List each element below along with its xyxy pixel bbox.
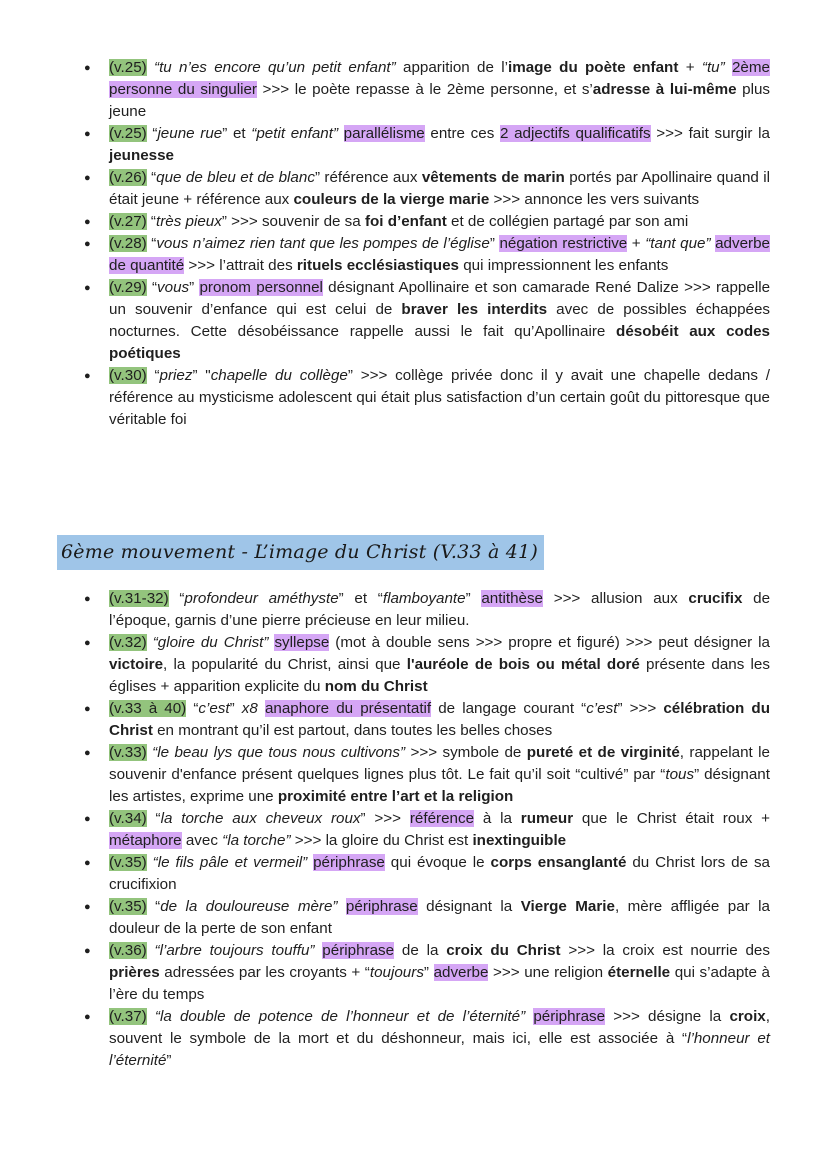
list-item (84, 365, 770, 431)
body-text: qui impressionnent les enfants (458, 257, 669, 274)
body-text: “ (146, 213, 156, 230)
quote-text: de la douloureuse mère” (160, 898, 338, 915)
quote-text: “le fils pâle et vermeil” (152, 854, 308, 871)
body-text (147, 59, 154, 76)
bold-text: prières (109, 964, 160, 981)
body-text: , mère affligée par la douleur de la perte de son enfant (109, 898, 770, 937)
body-text: que le Christ était roux + (573, 810, 770, 827)
body-text: >>> fait surgir la (650, 125, 770, 142)
figure-highlight: périphrase (322, 942, 395, 959)
quote-text: la torche aux cheveux roux (160, 810, 361, 827)
body-text: ” >>> (617, 700, 664, 717)
figure-highlight: parallélisme (343, 125, 425, 142)
bold-text: l'auréole de bois ou métal doré (406, 656, 640, 673)
figure-highlight: métaphore (109, 832, 182, 849)
bold-text: vêtements de marin (421, 169, 565, 186)
bold-text: célébration du Christ (109, 700, 770, 739)
body-text: “ (146, 125, 158, 142)
quote-text: “l’arbre toujours touffu” (154, 942, 315, 959)
quote-text: profondeur améthyste (184, 590, 339, 607)
body-text: ” et “ (338, 590, 383, 607)
body-text: ” désignant les artistes, exprime une (109, 766, 770, 805)
list-item (84, 57, 770, 123)
body-text: (mot à double sens >>> propre et figuré) >>> peut désigner la (329, 634, 770, 651)
body-text: et de collégien partagé par son ami (446, 213, 689, 230)
body-text: de langage courant “ (431, 700, 587, 717)
verse-ref-highlight: (v.30) (109, 367, 147, 384)
list-item (84, 233, 770, 277)
bold-text: croix du Christ (446, 942, 561, 959)
body-text: présente dans les églises + apparition explicite du (109, 656, 770, 695)
figure-highlight: pronom personnel (199, 279, 323, 296)
verse-ref-highlight: (v.26) (109, 169, 147, 186)
verse-ref-highlight: (v.29) (109, 279, 147, 296)
body-text: “ (146, 367, 160, 384)
bold-text: rumeur (520, 810, 574, 827)
bold-text: inextinguible (472, 832, 567, 849)
body-text: “ (146, 279, 158, 296)
list-item (84, 896, 770, 940)
figure-highlight: périphrase (313, 854, 385, 871)
bold-text: image du poète enfant (507, 59, 679, 76)
body-text: ” (189, 279, 200, 296)
figure-highlight: adverbe de quantité (109, 235, 770, 274)
body-text: >>> l’attrait des (184, 257, 297, 274)
bold-text: pureté et de virginité (526, 744, 680, 761)
quote-text: toujours (369, 964, 424, 981)
list-item (84, 1006, 770, 1072)
bold-text: désobéit aux codes poétiques (109, 323, 770, 362)
body-text: de l’époque, garnis d’une pierre précieuse en leur milieu. (109, 590, 771, 629)
verse-ref-highlight: (v.33) (109, 744, 147, 761)
body-text (147, 1008, 155, 1025)
quote-text: “tu” (701, 59, 725, 76)
list-item (84, 852, 770, 896)
quote-text: tous (665, 766, 695, 783)
bullet-list-section-6 (84, 588, 770, 1072)
verse-ref-highlight: (v.32) (109, 634, 147, 651)
body-text (338, 125, 344, 142)
body-text: + (678, 59, 702, 76)
list-item (84, 940, 770, 1006)
figure-highlight: 2ème personne du singulier (109, 59, 770, 98)
quote-text: “gloire du Christ” (152, 634, 269, 651)
bold-text: couleurs de la vierge marie (293, 191, 490, 208)
body-text: “ (186, 700, 199, 717)
bold-text: nom du Christ (324, 678, 428, 695)
bold-text: éternelle (607, 964, 671, 981)
body-text: ” (465, 590, 482, 607)
bold-text: corps ensanglanté (490, 854, 627, 871)
list-item (84, 588, 770, 632)
section-heading: 6ème mouvement - L’image du Christ (V.33 à 41) (57, 535, 544, 570)
bold-text: adresse à lui-même (592, 81, 737, 98)
list-item (84, 167, 770, 211)
quote-text: vous (157, 279, 190, 296)
verse-ref-highlight: (v.34) (109, 810, 147, 827)
list-item (84, 808, 770, 852)
body-text: en montrant qu’il est partout, dans toutes les belles choses (152, 722, 553, 739)
body-text: , la popularité du Christ, ainsi que (163, 656, 407, 673)
body-text: + (627, 235, 646, 252)
body-text: >>> annonce les vers suivants (489, 191, 700, 208)
body-text: , rappelant le souvenir d'enfance présent quelques lignes plus tôt. Le fait qu’il soit “cultivé” par “ (109, 744, 770, 783)
body-text: désignant la (417, 898, 521, 915)
body-text: à la (474, 810, 521, 827)
quote-text: “tu n’es encore qu’un petit enfant” (154, 59, 396, 76)
verse-ref-highlight: (v.31-32) (109, 590, 169, 607)
body-text: avec de possibles échappées nocturnes. Cette désobéissance rappelle aussi le fait qu’Apollinaire (109, 301, 771, 340)
body-text: >>> la gloire du Christ est (290, 832, 473, 849)
verse-ref-highlight: (v.37) (109, 1008, 147, 1025)
body-text: apparition de l’ (395, 59, 508, 76)
body-text: , souvent le symbole de la mort et du déshonneur, mais ici, elle est associée à “ (109, 1008, 770, 1047)
body-text: ” >>> collège privée donc il y avait une chapelle dedans / référence au mysticisme adolescent qui était plus satisfaction d’un certain goût du pittoresque que véritable foi (109, 367, 770, 428)
list-item (84, 211, 770, 233)
body-text: >>> une religion (488, 964, 608, 981)
verse-ref-highlight: (v.27) (109, 213, 147, 230)
body-text: >>> la croix est nourrie des (560, 942, 770, 959)
figure-highlight: syllepse (274, 634, 330, 651)
body-text: >>> symbole de (405, 744, 527, 761)
body-text: ” (423, 964, 434, 981)
body-text: “ (146, 169, 157, 186)
bold-text: victoire (109, 656, 164, 673)
body-text: de la (394, 942, 447, 959)
quote-text: que de bleu et de blanc (156, 169, 315, 186)
list-item (84, 123, 770, 167)
bold-text: braver les interdits (401, 301, 548, 318)
figure-highlight: négation restrictive (499, 235, 628, 252)
list-item (84, 698, 770, 742)
body-text: ” >>> (360, 810, 410, 827)
body-text: entre ces (424, 125, 500, 142)
verse-ref-highlight: (v.28) (109, 235, 147, 252)
body-text: ” >>> souvenir de sa (221, 213, 365, 230)
figure-highlight: référence (409, 810, 475, 827)
body-text: “ (146, 235, 157, 252)
verse-ref-highlight: (v.33 à 40) (109, 700, 187, 717)
quote-text: priez (159, 367, 193, 384)
body-text: >>> le poète repasse à le 2ème personne, et s’ (256, 81, 593, 98)
body-text: ” (166, 1052, 172, 1069)
quote-text: c’est (198, 700, 230, 717)
body-text: ” (489, 235, 500, 252)
bold-text: Vierge Marie (520, 898, 615, 915)
verse-ref-highlight: (v.35) (109, 898, 147, 915)
body-text: désignant Apollinaire et son camarade René Dalize >>> rappelle un souvenir d’enfance qui est celui de (109, 279, 771, 318)
quote-text: chapelle du collège (210, 367, 348, 384)
quote-text: c’est (586, 700, 618, 717)
quote-text: “la torche” (222, 832, 291, 849)
quote-text: l’honneur et l’éternité (109, 1030, 770, 1069)
figure-highlight: adverbe (433, 964, 489, 981)
body-text: ” et (222, 125, 252, 142)
quote-text: x8 (241, 700, 258, 717)
quote-text: flamboyante (382, 590, 466, 607)
body-text (258, 700, 265, 717)
body-text: qui s’adapte à l’ère du temps (109, 964, 770, 1003)
body-text: >>> désigne la (605, 1008, 730, 1025)
bold-text: croix (729, 1008, 766, 1025)
body-text: adressées par les croyants + “ (159, 964, 370, 981)
verse-ref-highlight: (v.25) (109, 59, 147, 76)
list-item (84, 632, 770, 698)
quote-text: “tant que” (645, 235, 711, 252)
body-text: ” " (192, 367, 211, 384)
bold-text: jeunesse (109, 147, 175, 164)
bold-text: crucifix (688, 590, 743, 607)
body-text: plus jeune (109, 81, 770, 120)
body-text (337, 898, 345, 915)
verse-ref-highlight: (v.25) (109, 125, 147, 142)
quote-text: “la double de potence de l’honneur et de l’éternité” (154, 1008, 526, 1025)
quote-text: vous n’aimez rien tant que les pompes de l’église (156, 235, 490, 252)
body-text: du Christ lors de sa crucifixion (109, 854, 770, 893)
body-text: ” référence aux (314, 169, 422, 186)
bold-text: rituels ecclésiastiques (296, 257, 459, 274)
figure-highlight: périphrase (345, 898, 418, 915)
body-text (147, 942, 155, 959)
list-item (84, 277, 770, 365)
body-text: “ (146, 898, 161, 915)
body-text: qui évoque le (384, 854, 491, 871)
body-text: “ (168, 590, 185, 607)
verse-ref-highlight: (v.35) (109, 854, 147, 871)
body-text: >>> allusion aux (543, 590, 689, 607)
quote-text: “le beau lys que tous nous cultivons” (152, 744, 406, 761)
body-text: portés par Apollinaire quand il était jeune + référence aux (109, 169, 771, 208)
figure-highlight: anaphore du présentatif (264, 700, 432, 717)
list-item (84, 742, 770, 808)
bullet-list-section-5 (84, 57, 770, 431)
quote-text: très pieux (155, 213, 222, 230)
figure-highlight: périphrase (533, 1008, 606, 1025)
bold-text: foi d’enfant (364, 213, 447, 230)
quote-text: jeune rue (157, 125, 223, 142)
body-text: ” (229, 700, 242, 717)
quote-text: “petit enfant” (251, 125, 338, 142)
figure-highlight: antithèse (481, 590, 543, 607)
body-text: “ (146, 810, 161, 827)
verse-ref-highlight: (v.36) (109, 942, 147, 959)
body-text (725, 59, 732, 76)
body-text: avec (181, 832, 223, 849)
bold-text: proximité entre l’art et la religion (277, 788, 514, 805)
figure-highlight: 2 adjectifs qualificatifs (499, 125, 651, 142)
